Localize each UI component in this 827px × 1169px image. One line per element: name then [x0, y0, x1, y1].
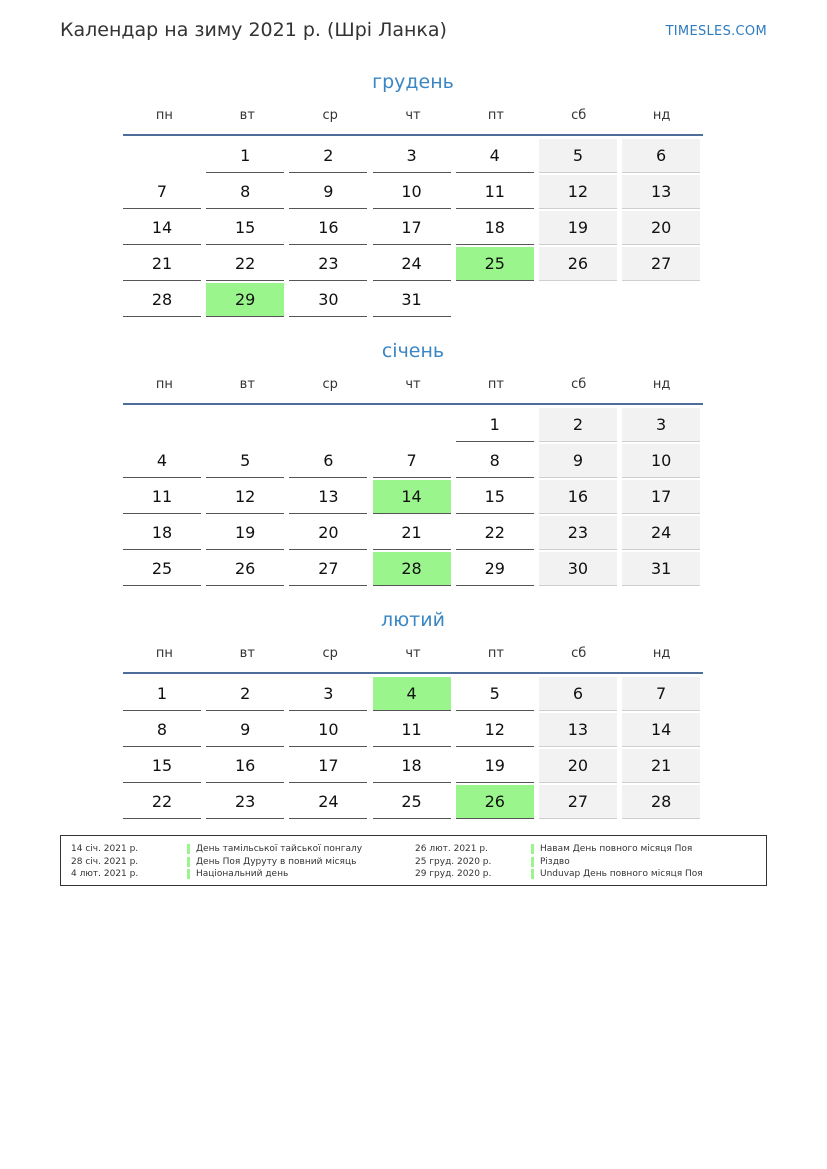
weekday-label: нд — [652, 108, 671, 123]
weekday-label: ср — [322, 108, 338, 123]
weekday-label: вт — [239, 377, 255, 392]
week-row — [123, 247, 703, 283]
day-cell: 21 — [622, 749, 700, 783]
weekday-label: ср — [322, 377, 338, 392]
legend-item — [71, 843, 362, 856]
legend-holiday-name: День тамільської тайської понгалу — [196, 844, 363, 854]
holiday-color-marker — [531, 844, 534, 854]
day-cell: 16 — [206, 749, 284, 783]
day-cell: 15 — [123, 749, 201, 783]
day-cell: 12 — [456, 713, 534, 747]
holiday-color-marker — [531, 869, 534, 879]
legend-holiday-name: День Поя Дуруту в повний місяць — [196, 856, 357, 867]
empty-day-cell — [539, 283, 617, 316]
day-cell: 13 — [289, 480, 367, 514]
day-cell: 22 — [123, 785, 201, 819]
day-cell: 3 — [289, 677, 367, 711]
day-cell: 23 — [206, 785, 284, 819]
week-row — [123, 516, 703, 552]
week-row — [123, 480, 703, 516]
empty-day-cell — [206, 408, 284, 441]
holiday-day-cell: 26 — [456, 785, 534, 819]
day-cell: 13 — [622, 175, 700, 209]
legend-date: 25 груд. 2020 р. — [415, 856, 492, 867]
empty-day-cell — [123, 139, 201, 172]
holiday-color-marker — [187, 869, 190, 879]
legend-item — [415, 856, 703, 869]
weekday-header — [123, 644, 703, 674]
day-cell: 23 — [289, 247, 367, 281]
day-cell: 1 — [206, 139, 284, 173]
month-calendar — [123, 337, 703, 588]
weekday-label: сб — [571, 646, 587, 661]
day-cell: 9 — [289, 175, 367, 209]
day-cell: 19 — [456, 749, 534, 783]
legend-date: 14 січ. 2021 р. — [71, 844, 139, 854]
day-cell: 1 — [123, 677, 201, 711]
day-cell: 20 — [289, 516, 367, 550]
day-cell: 6 — [289, 444, 367, 478]
day-cell: 2 — [539, 408, 617, 442]
day-cell: 5 — [539, 139, 617, 173]
day-cell: 4 — [123, 444, 201, 478]
month-name: грудень — [372, 71, 454, 93]
week-row — [123, 785, 703, 821]
day-cell: 28 — [123, 283, 201, 317]
day-cell: 4 — [456, 139, 534, 173]
weekday-label: пн — [155, 646, 173, 661]
day-cell: 14 — [123, 211, 201, 245]
day-cell: 28 — [622, 785, 700, 819]
month-name: лютий — [381, 609, 445, 631]
week-row — [123, 211, 703, 247]
site-link[interactable]: TIMESLES.COM — [665, 24, 767, 39]
day-cell: 2 — [289, 139, 367, 173]
day-cell: 17 — [373, 211, 451, 245]
day-cell: 15 — [456, 480, 534, 514]
week-row — [123, 713, 703, 749]
page-title: Календар на зиму 2021 р. (Шрі Ланка) — [60, 19, 447, 41]
empty-day-cell — [123, 408, 201, 441]
weekday-label: сб — [571, 377, 587, 392]
day-cell: 14 — [622, 713, 700, 747]
day-cell: 2 — [206, 677, 284, 711]
day-cell: 18 — [456, 211, 534, 245]
day-cell: 12 — [206, 480, 284, 514]
day-cell: 10 — [373, 175, 451, 209]
day-cell: 29 — [456, 552, 534, 586]
legend-date: 26 лют. 2021 р. — [415, 844, 488, 854]
legend-holiday-name: Різдво — [540, 856, 570, 867]
day-cell: 27 — [289, 552, 367, 586]
weekday-label: ср — [322, 646, 338, 661]
day-cell: 10 — [289, 713, 367, 747]
day-cell: 7 — [373, 444, 451, 478]
day-cell: 15 — [206, 211, 284, 245]
day-cell: 9 — [539, 444, 617, 478]
day-cell: 9 — [206, 713, 284, 747]
week-row — [123, 677, 703, 713]
day-cell: 26 — [206, 552, 284, 586]
day-cell: 11 — [373, 713, 451, 747]
month-calendar — [123, 606, 703, 821]
day-cell: 19 — [206, 516, 284, 550]
day-cell: 12 — [539, 175, 617, 209]
weekday-header — [123, 106, 703, 136]
holiday-legend — [60, 835, 767, 886]
day-cell: 24 — [373, 247, 451, 281]
day-cell: 8 — [456, 444, 534, 478]
week-row — [123, 175, 703, 211]
weekday-label: пт — [487, 377, 504, 392]
weekday-label: чт — [405, 377, 421, 392]
holiday-color-marker — [187, 844, 190, 854]
holiday-color-marker — [187, 857, 190, 867]
legend-date: 29 груд. 2020 р. — [415, 869, 492, 879]
day-cell: 3 — [622, 408, 700, 442]
legend-item — [71, 856, 362, 869]
legend-date: 28 січ. 2021 р. — [71, 856, 139, 867]
day-cell: 5 — [456, 677, 534, 711]
weekday-header — [123, 375, 703, 405]
day-cell: 26 — [539, 247, 617, 281]
empty-day-cell — [289, 408, 367, 441]
week-row — [123, 749, 703, 785]
day-cell: 20 — [539, 749, 617, 783]
day-cell: 13 — [539, 713, 617, 747]
weekday-label: чт — [405, 108, 421, 123]
empty-day-cell — [456, 283, 534, 316]
legend-holiday-name: Національний день — [196, 869, 289, 879]
holiday-day-cell: 4 — [373, 677, 451, 711]
week-row — [123, 408, 703, 444]
weekday-label: нд — [652, 377, 671, 392]
day-cell: 22 — [206, 247, 284, 281]
holiday-day-cell: 29 — [206, 283, 284, 317]
day-cell: 11 — [123, 480, 201, 514]
day-cell: 24 — [622, 516, 700, 550]
day-cell: 8 — [123, 713, 201, 747]
day-cell: 31 — [373, 283, 451, 317]
day-cell: 18 — [123, 516, 201, 550]
day-cell: 22 — [456, 516, 534, 550]
holiday-day-cell: 28 — [373, 552, 451, 586]
weekday-label: пт — [487, 108, 504, 123]
day-cell: 23 — [539, 516, 617, 550]
weekday-label: вт — [239, 646, 255, 661]
day-cell: 6 — [539, 677, 617, 711]
legend-holiday-name: Unduvap День повного місяця Поя — [540, 869, 703, 879]
legend-item — [415, 843, 703, 856]
day-cell: 3 — [373, 139, 451, 173]
legend-item — [415, 868, 703, 881]
week-row — [123, 444, 703, 480]
empty-day-cell — [373, 408, 451, 441]
month-name: січень — [381, 340, 445, 362]
legend-item — [71, 868, 362, 881]
day-cell: 10 — [622, 444, 700, 478]
weekday-label: пн — [155, 377, 173, 392]
day-cell: 21 — [123, 247, 201, 281]
day-cell: 25 — [123, 552, 201, 586]
week-row — [123, 552, 703, 588]
day-cell: 31 — [622, 552, 700, 586]
month-calendar — [123, 68, 703, 319]
week-row — [123, 139, 703, 175]
week-row — [123, 283, 703, 319]
day-cell: 30 — [539, 552, 617, 586]
day-cell: 27 — [539, 785, 617, 819]
legend-date: 4 лют. 2021 р. — [71, 869, 139, 879]
day-cell: 7 — [622, 677, 700, 711]
day-cell: 19 — [539, 211, 617, 245]
day-cell: 20 — [622, 211, 700, 245]
day-cell: 21 — [373, 516, 451, 550]
weekday-label: пт — [487, 646, 504, 661]
day-cell: 30 — [289, 283, 367, 317]
holiday-day-cell: 25 — [456, 247, 534, 281]
day-cell: 8 — [206, 175, 284, 209]
day-cell: 17 — [289, 749, 367, 783]
day-cell: 27 — [622, 247, 700, 281]
day-cell: 11 — [456, 175, 534, 209]
weekday-label: сб — [571, 108, 587, 123]
day-cell: 17 — [622, 480, 700, 514]
day-cell: 25 — [373, 785, 451, 819]
day-cell: 7 — [123, 175, 201, 209]
weekday-label: чт — [405, 646, 421, 661]
day-cell: 16 — [289, 211, 367, 245]
legend-holiday-name: Навам День повного місяця Поя — [540, 844, 693, 854]
day-cell: 1 — [456, 408, 534, 442]
holiday-day-cell: 14 — [373, 480, 451, 514]
weekday-label: вт — [239, 108, 255, 123]
day-cell: 24 — [289, 785, 367, 819]
day-cell: 6 — [622, 139, 700, 173]
empty-day-cell — [622, 283, 700, 316]
weekday-label: пн — [155, 108, 173, 123]
day-cell: 5 — [206, 444, 284, 478]
day-cell: 18 — [373, 749, 451, 783]
holiday-color-marker — [531, 857, 534, 867]
weekday-label: нд — [652, 646, 671, 661]
day-cell: 16 — [539, 480, 617, 514]
